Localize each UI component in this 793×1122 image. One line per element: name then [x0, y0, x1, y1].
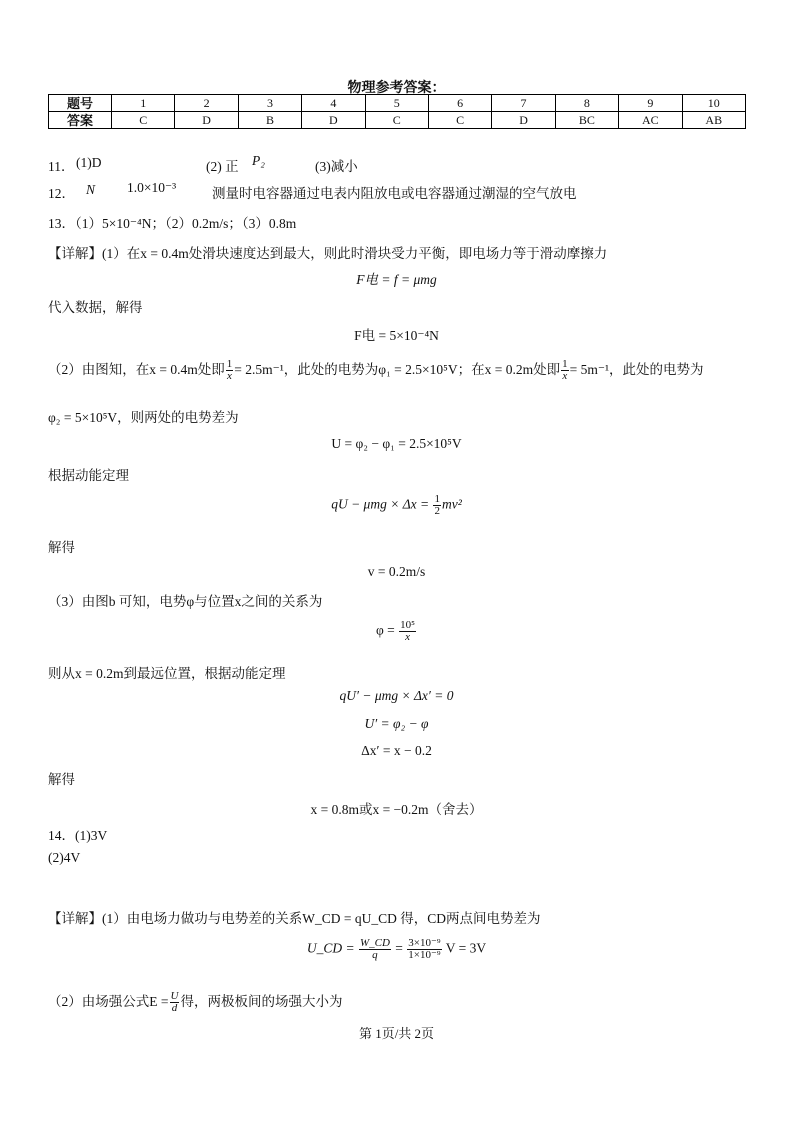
q11-answer-3: (3)减小 — [315, 159, 358, 174]
q13-detail-1: 【详解】(1）在x = 0.4m处滑块速度达到最大，则此时滑块受力平衡，即电场力等于滑动摩擦力 — [48, 246, 608, 261]
q13-line-substitute: 代入数据，解得 — [48, 300, 143, 315]
table-cell: BC — [555, 112, 618, 129]
table-cell: D — [175, 112, 238, 129]
q11-number: 11． — [48, 159, 75, 174]
q13-equation-10: x = 0.8m或x = −0.2m（舍去） — [310, 802, 483, 817]
q13-part2-line — [48, 358, 704, 382]
q14-equation-1: U_CD = $\frac{W\_CD}{q}$ = $\frac{\text{3×10⁻⁹}}{\text{1×10⁻⁹}}$ V = 3V — [306, 937, 487, 961]
q13-part2-text-a: （2）由图知，在x = 0.4m处即 — [48, 362, 225, 377]
q13-equation-4: qU − μmg × Δx = $\frac{1}{2}$ mv² — [331, 493, 462, 517]
fraction-1-over-x-2: $\frac{1}{x}$ — [562, 358, 568, 383]
table-cell: 1 — [112, 95, 175, 112]
table-row-numbers — [49, 95, 746, 112]
table-cell: 3 — [238, 95, 301, 112]
q13-part2-text-f: φ₂ = 5×10⁵V，则两处的电势差为 — [48, 410, 239, 425]
table-cell: D — [492, 112, 555, 129]
q12-number: 12． — [48, 186, 75, 201]
q13-line-theorem: 根据动能定理 — [48, 468, 129, 483]
q13-equation-1: F电 = f = μmg — [356, 272, 437, 287]
q14-part2-line: （2）由场强公式E = $\frac{U}{d}$ 得，两极板间的场强大小为 — [48, 990, 343, 1015]
q11-answer-p2: P₂ — [252, 153, 265, 168]
q13-part2-text-d: = 2.5m⁻¹，此处的电势为φ₁ = 2.5×10⁵V；在x = 0.2m处即 — [234, 362, 561, 377]
q13-equation-8: U′ = φ₂ − φ — [364, 716, 429, 731]
table-cell: C — [365, 112, 428, 129]
fraction-one-half: $\frac{1}{2}$ — [434, 493, 440, 517]
table-cell: 8 — [555, 95, 618, 112]
q13-part3-line: （3）由图b 可知，电势φ与位置x之间的关系为 — [48, 594, 323, 609]
q13-equation-7: qU′ − μmg × Δx′ = 0 — [339, 688, 454, 703]
table-cell: 7 — [492, 95, 555, 112]
table-cell: 2 — [175, 95, 238, 112]
table-cell: 4 — [302, 95, 365, 112]
table-cell: 9 — [619, 95, 682, 112]
table-cell: B — [238, 112, 301, 129]
q13-line-solve: 解得 — [48, 540, 75, 555]
q13-line-solve-2: 解得 — [48, 772, 75, 787]
q12-answer-2: 1.0×10⁻³ — [127, 180, 177, 195]
fraction-1-over-x: $\frac{1}{x}$ — [226, 358, 233, 383]
q13-equation-9: Δx′ = x − 0.2 — [361, 743, 432, 758]
q13-part2-text-e: = 5m⁻¹，此处的电势为 — [569, 362, 704, 377]
row-label-answer: 答案 — [49, 112, 112, 129]
q12-answer-1: N — [86, 182, 96, 197]
q13-equation-5: v = 0.2m/s — [367, 564, 426, 579]
table-cell: 6 — [428, 95, 491, 112]
q11-answer-1: (1)D — [76, 155, 102, 170]
q14-heading-2: (2)4V — [48, 850, 81, 865]
q14-heading-1: 14．(1)3V — [48, 828, 108, 843]
row-label-number: 题号 — [49, 95, 112, 112]
page-title: 物理参考答案： — [347, 81, 446, 96]
q13-equation-2: F电 = 5×10⁻⁴N — [354, 328, 439, 343]
q11-answer-2: (2) 正 — [206, 159, 239, 174]
page-footer: 第 1页/共 2页 — [358, 1026, 435, 1041]
table-row-answers — [49, 112, 746, 129]
table-cell: C — [428, 112, 491, 129]
q13-heading: 13．（1）5×10⁻⁴N；（2）0.2m/s；（3）0.8m — [48, 216, 297, 231]
table-cell: D — [302, 112, 365, 129]
table-cell: 10 — [682, 95, 745, 112]
table-cell: AB — [682, 112, 745, 129]
fraction-wcd-over-q: $\frac{W\_CD}{q}$ — [359, 937, 390, 961]
q12-answer-3: 测量时电容器通过电表内阻放电或电容器通过潮湿的空气放电 — [212, 186, 577, 201]
fraction-u-over-d: $\frac{U}{d}$ — [170, 990, 179, 1015]
q13-equation-6: φ = $\frac{\text{10⁵}}{x}$ — [376, 619, 415, 643]
fraction-charge-values: $\frac{\text{3×10⁻⁹}}{\text{1×10⁻⁹}}$ — [408, 937, 441, 961]
q13-equation-3: U = φ₂ − φ₁ = 2.5×10⁵V — [331, 436, 462, 451]
table-cell: AC — [619, 112, 682, 129]
q13-part3-line-2: 则从x = 0.2m到最远位置，根据动能定理 — [48, 666, 286, 681]
fraction-1e5-over-x: $\frac{\text{10⁵}}{x}$ — [400, 619, 415, 643]
answer-table — [48, 94, 746, 129]
table-cell: C — [112, 112, 175, 129]
table-cell: 5 — [365, 95, 428, 112]
q14-detail-1: 【详解】(1）由电场力做功与电势差的关系W_CD = qU_CD 得，CD两点间电势差为 — [48, 911, 541, 926]
